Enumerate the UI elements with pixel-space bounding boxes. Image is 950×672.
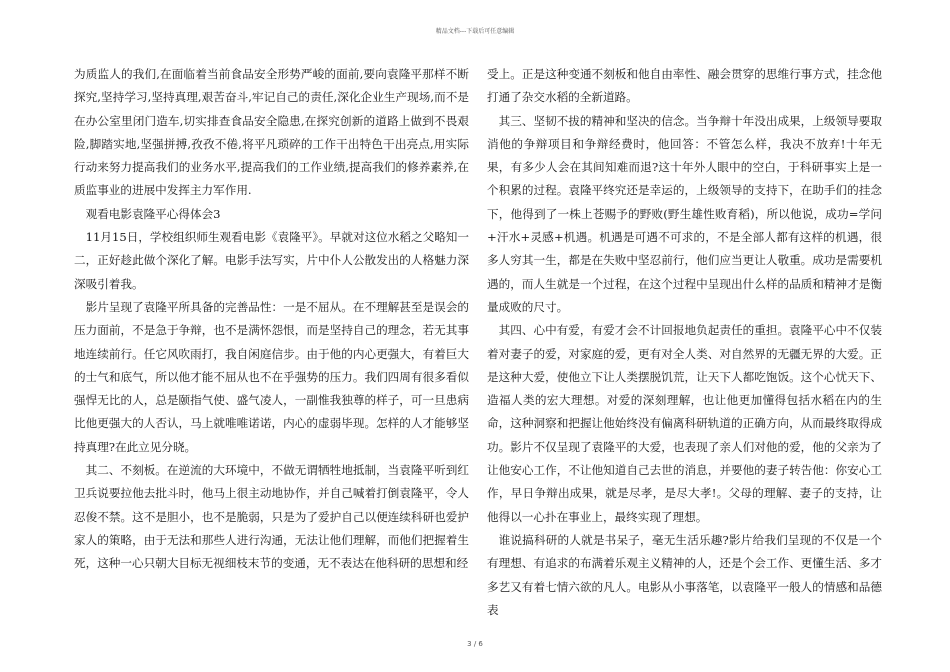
paragraph: 11月15日，学校组织师生观看电影《袁隆平》。早就对这位水稻之父略知一二，正好趁此做个深化了解。电影手法写实，片中仆人公散发出的人格魅力深深吸引着我。 [74, 230, 469, 291]
paragraph: 影片呈现了袁隆平所具备的完善品性：一是不屈从。在不理解甚至是误会的压力面前，不是急于争辩，也不是满怀怨恨，而是坚持自己的理念，若无其事地连续前行。任它风吹雨打，我自闲庭信步。由于他的内心更强大，有着巨大的士气和底气，所以他才能不屈从也不在乎强势的压力。我们四周有很多看似强悍无比的人，总是颐指气使、盛气凌人，一副惟我独尊的样子，可一旦患病比他更强大的人否认，马上就唯唯诺诺，内心的虚弱毕现。怎样的人才能够坚持真理?在此立见分晓。 [74, 299, 469, 454]
paragraph: 谁说搞科研的人就是书呆子，毫无生活乐趣?影片给我们呈现的不仅是一个有理想、有追求的布满着乐观主义精神的人，还是个会工作、更懂生活、多才多艺又有着七情六欲的凡人。电影从小事落笔，以袁隆平一般人的情感和品德表 [487, 532, 882, 617]
page-header: 精品文档---下载后可任意编辑 [435, 28, 515, 35]
section-heading: 观看电影袁隆平心得体会3 [85, 206, 221, 221]
paragraph: 其三、坚韧不拔的精神和坚决的信念。当争辩十年没出成果，上级领导要取消他的争辩项目和争辩经费时，他回答：不管怎么样，我决不放弃!十年无果，有多少人会在其间知难而退?这十年外人眼中的空白，于科研事实上是一个积累的过程。袁隆平终究还是幸运的，上级领导的支持下，在助手们的挂念下，他得到了一株上苍赐予的野败(野生雄性败育稻)，所以他说，成功=学问+汗水+灵感+机遇。机遇是可遇不可求的，不是全部人都有这样的机遇，很多人穷其一生，都是在失败中坚忍前行，他们应当更让人敬重。成功是需要机遇的，而人生就是一个过程，在这个过程中呈现出什么样的品质和精神才是衡量成败的尺寸。 [487, 113, 882, 314]
paragraph: 为质监人的我们,在面临着当前食品安全形势严峻的面前,要向袁隆平那样不断探究,坚持学习,坚持真理,艰苦奋斗,牢记自己的责任,深化企业生产现场,而不是在办公室里闭门造车,切实排查食品安全隐患,在探究创新的道路上做到不畏艰险,脚踏实地,坚强拼搏,孜孜不倦,将平凡琐碎的工作干出特色干出亮点,用实际行动来努力提高我们的业务水平,提高我们的工作业绩,提高我们的修养素养,在质监事业的进展中发挥主力军作用. [74, 67, 469, 198]
page-number: 3 / 6 [467, 640, 483, 648]
left-column [74, 63, 469, 576]
right-column [487, 63, 882, 622]
paragraph: 其四、心中有爱，有爱才会不计回报地负起责任的重担。袁隆平心中不仅装着对妻子的爱，对家庭的爱，更有对全人类、对自然界的无疆无界的大爱。正是这种大爱，使他立下让人类摆脱饥荒，让天下人都吃饱饭。这个心忧天下、造福人类的宏大理想。对爱的深刻理解，也让他更加懂得包括水稻在内的生命，这种洞察和把握让他始终没有偏离科研轨道的正确方向，从而最终取得成功。影片不仅呈现了袁隆平的大爱，也表现了亲人们对他的爱，他的父亲为了让他安心工作，不让他知道自己去世的消息，并要他的妻子转告他：你安心工作，早日争辩出成果，就是尽孝，是尽大孝!。父母的理解、妻子的支持，让他得以一心扑在事业上，最终实现了理想。 [487, 323, 882, 524]
paragraph: 其二、不刻板。在逆流的大环境中，不做无谓牺牲地抵制，当袁隆平听到红卫兵说要拉他去批斗时，他马上很主动地协作，并自己喊着打倒袁隆平，令人忍俊不禁。这不是胆小，也不是脆弱，只是为了爱护自己以便连续科研也爱护家人的策略，由于无法和那些人进行沟通，无法让他们理解，而他们把握着生死，这种一心只朝大目标无视细枝末节的变通，无不表达在他科研的思想和经 [74, 463, 469, 571]
paragraph: 受上。正是这种变通不刻板和他自由率性、融会贯穿的思维行事方式，挂念他打通了杂交水稻的全新道路。 [487, 67, 882, 105]
